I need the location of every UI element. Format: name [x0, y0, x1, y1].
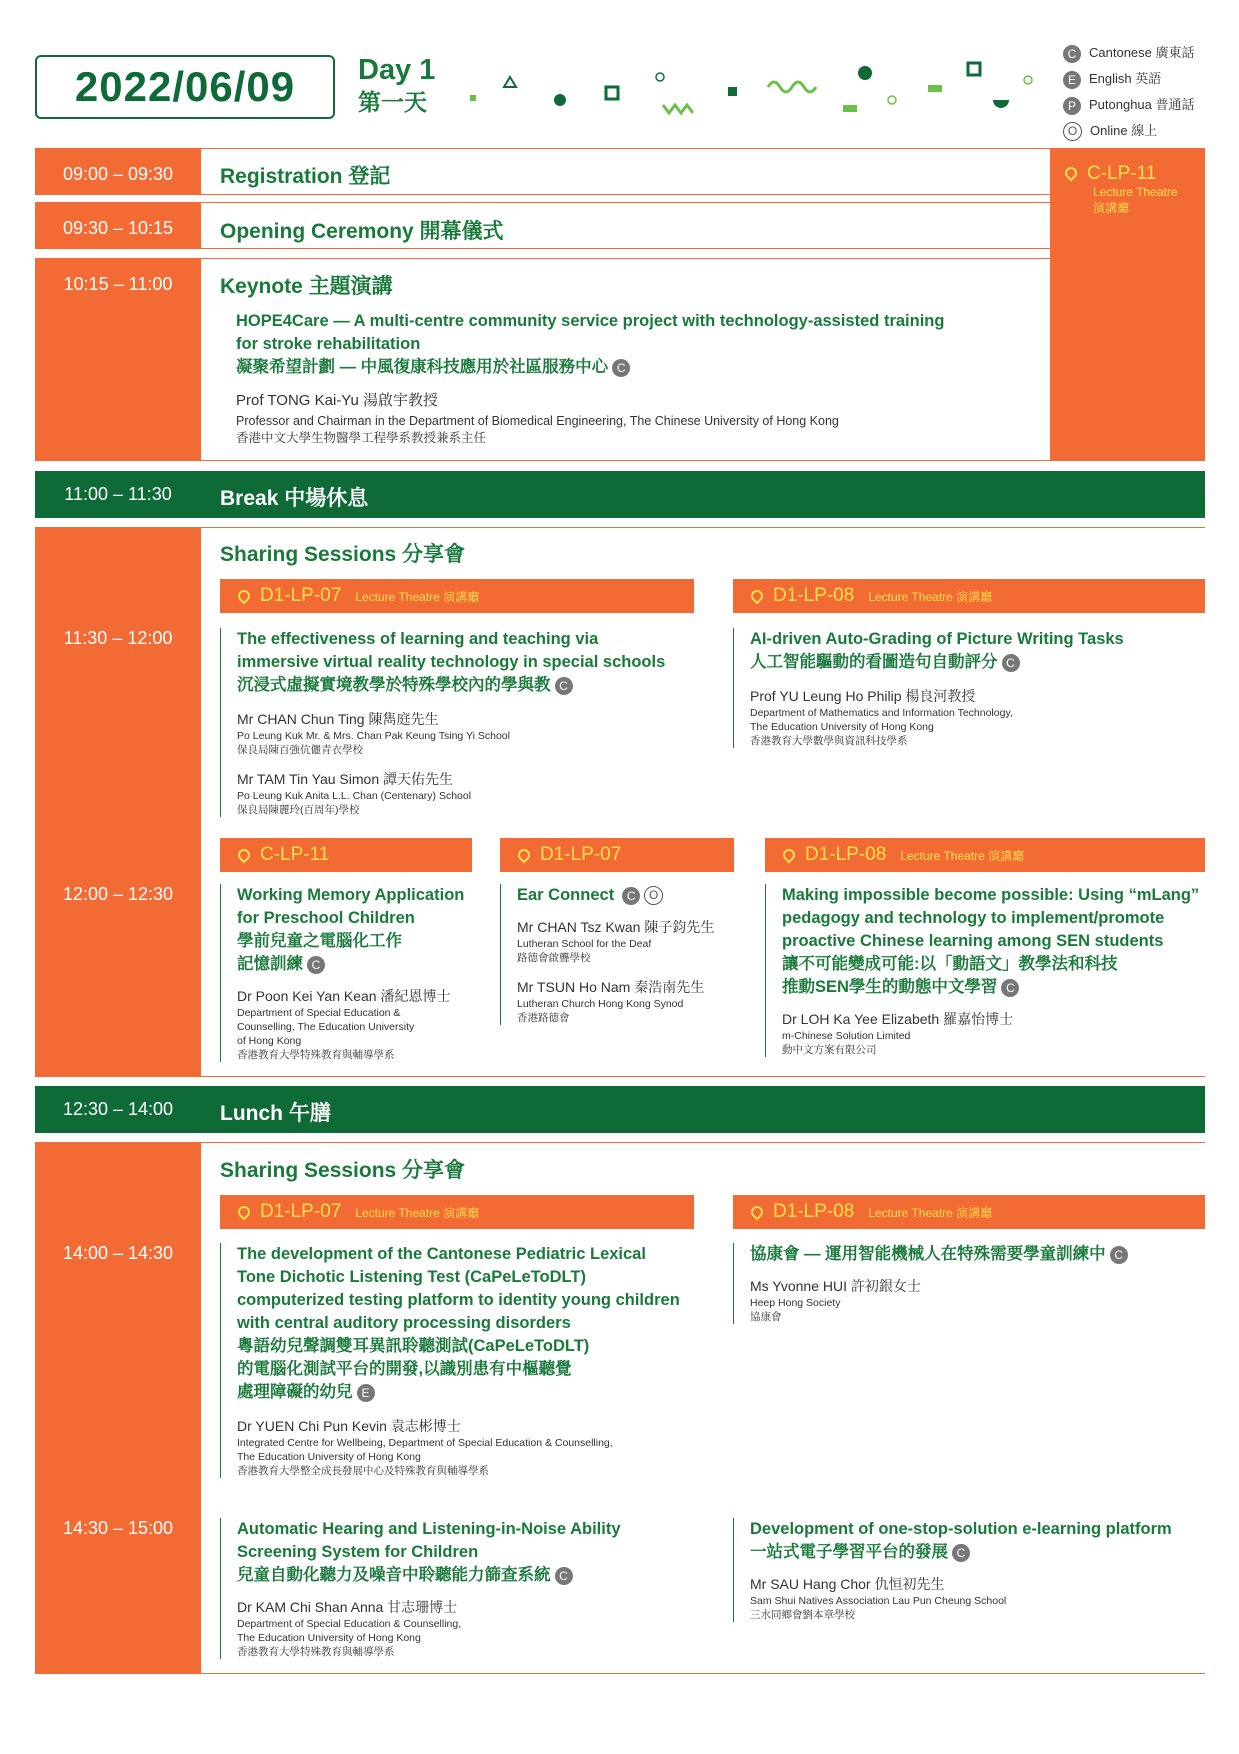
date-box: [35, 55, 335, 119]
session-e-learning: Development of one-stop-solution e-learning platform 一站式電子學習平台的發展 C Mr SAU Hang Chor 仇恒初先生 Sam Shui Natives Association Lau Pun Cheung School 三水同鄉會劉本章學校: [733, 1518, 1220, 1622]
english-icon: E: [1063, 71, 1081, 89]
lunch-time: 12:30 – 14:00: [62, 1099, 174, 1119]
break-row: [35, 471, 1205, 518]
cantonese-icon: C: [612, 359, 630, 377]
time-1430: 14:30 – 15:00: [62, 1518, 174, 1538]
break-title: Break 中場休息: [220, 487, 369, 510]
session-heep-hong: 協康會 — 運用智能機械人在特殊需要學童訓練中 C Ms Yvonne HUI 許初銀女士 Heep Hong Society 協康會: [733, 1243, 1220, 1324]
cantonese-icon: C: [1001, 979, 1019, 997]
cantonese-icon: C: [1063, 45, 1081, 63]
location-pin-icon: [236, 588, 253, 605]
decorative-shapes: [460, 55, 1060, 125]
location-pin-icon: [516, 847, 533, 864]
online-icon: O: [1063, 122, 1082, 141]
english-icon: E: [357, 1384, 375, 1402]
block2-time-column: [35, 1142, 201, 1674]
session-ai-grading: AI-driven Auto-Grading of Picture Writing Tasks 人工智能驅動的看圖造句自動評分 C Prof YU Leung Ho Philip 楊良河教授 Department of Mathematics and Information Technology, The Education University of Hong Kong 香港教育大學數學與資訊科技學系: [733, 628, 1220, 748]
cantonese-icon: C: [555, 1567, 573, 1585]
time-1130: 11:30 – 12:00: [63, 628, 173, 648]
location-pin-icon: [236, 847, 253, 864]
session-ear-connect: Ear Connect C O Mr CHAN Tsz Kwan 陳子鈞先生 Lutheran School for the Deaf 路德會啟聾學校 Mr TSUN Ho Nam 秦浩南先生 Lutheran Church Hong Kong Synod 香港路德會: [500, 884, 751, 1025]
block1-top-line: [201, 527, 1205, 528]
session-vr-learning: The effectiveness of learning and teaching via immersive virtual reality technology in special schools 沉浸式虛擬實境教學於特殊學校內的學與教 C Mr CHAN Chun Ting 陳雋庭先生 Po Leung Kuk Mr. & Mrs. Chan Pak Keung Tsing Yi School 保良局陳百強伉儷青衣學校 Mr TAM Tin Yau Simon 譚天佑先生 Po Leung Kuk Anita L.L. Chan (Centenary) School 保良局陳麗玲(百周年)學校: [220, 628, 717, 817]
time-1400: 14:00 – 14:30: [62, 1243, 174, 1263]
session-hearing-screening: Automatic Hearing and Listening-in-Noise Ability Screening System for Children 兒童自動化聽力及噪音中聆聽能力篩查系統 C Dr KAM Chi Shan Anna 甘志珊博士 Department of Special Education & Counselling, The Education University of Hong Kong 香港教育大學特殊教育與輔導學系: [220, 1518, 727, 1659]
language-legend: [1063, 40, 1195, 144]
block1-heading: Sharing Sessions 分享會: [220, 543, 466, 566]
day-label: [358, 54, 435, 118]
location-pin-icon: [749, 1204, 766, 1221]
cantonese-icon: C: [622, 887, 640, 905]
block2-heading: Sharing Sessions 分享會: [220, 1159, 466, 1182]
venue-bar-d1-lp-07: D1-LP-07 Lecture Theatre 演講廳: [220, 579, 694, 613]
cantonese-icon: C: [1002, 654, 1020, 672]
location-pin-icon: [781, 847, 798, 864]
venue-bar-c-lp-11: C-LP-11: [220, 838, 472, 872]
legend-english: E English 英語: [1063, 66, 1195, 92]
opening-title: Opening Ceremony 開幕儀式: [220, 220, 504, 243]
time-1200: 12:00 – 12:30: [62, 884, 174, 904]
legend-online: O Online 線上: [1063, 118, 1195, 144]
venue-bar-d1-lp-07-c: D1-LP-07 Lecture Theatre 演講廳: [220, 1195, 694, 1229]
venue-bar-d1-lp-08-b: D1-LP-08 Lecture Theatre 演講廳: [765, 838, 1205, 872]
registration-title: Registration 登記: [220, 165, 391, 188]
keynote-heading: Keynote 主題演講: [220, 275, 393, 298]
keynote-session: HOPE4Care — A multi-centre community service project with technology-assisted training for stroke rehabilitation 凝聚希望計劃 — 中風復康科技應用於社區服務中心 C Prof TONG Kai-Yu 湯啟宇教授 Professor and Chairman in the Department of Biomedical Engineering, The Chinese University of Hong Kong 香港中文大學生物醫學工程學系教授兼系主任: [236, 310, 1036, 447]
block2-top-line: [201, 1142, 1205, 1143]
lunch-title: Lunch 午膳: [220, 1102, 331, 1125]
legend-cantonese: C Cantonese 廣東話: [1063, 40, 1195, 66]
time-0930: 09:30 – 10:15: [35, 202, 201, 249]
location-pin-icon: [236, 1204, 253, 1221]
block2-bottom-line: [201, 1673, 1205, 1674]
venue-bar-d1-lp-08: D1-LP-08 Lecture Theatre 演講廳: [733, 579, 1205, 613]
cantonese-icon: C: [555, 677, 573, 695]
date-text: 2022/06/09: [74, 63, 296, 110]
session-mlang: Making impossible become possible: Using “mLang” pedagogy and technology to implement/promote proactive Chinese learning among SEN students 讓不可能變成可能:以「動語文」教學法和科技 推動SEN學生的動態中文學習 C Dr LOH Ka Yee Elizabeth 羅嘉怡博士 m-Chinese Solution Limited 動中文方案有限公司: [765, 884, 1220, 1057]
legend-putonghua: P Putonghua 普通話: [1063, 92, 1195, 118]
day-zh: 第一天: [358, 89, 427, 115]
cantonese-icon: C: [307, 956, 325, 974]
cantonese-icon: C: [1110, 1246, 1128, 1264]
lunch-row: [35, 1086, 1205, 1133]
venue-bar-d1-lp-08-c: D1-LP-08 Lecture Theatre 演講廳: [733, 1195, 1205, 1229]
venue-bar-d1-lp-07-b: D1-LP-07: [500, 838, 734, 872]
location-pin-icon: [1063, 165, 1080, 182]
session-capeletodlt: The development of the Cantonese Pediatric Lexical Tone Dichotic Listening Test (CaPeLeToDLT) computerized testing platform to identity young children with central auditory processing disorders 粵語幼兒聲調雙耳異訊聆聽測試(CaPeLeToDLT) 的電腦化測試平台的開發,以識別患有中樞聽覺 處理障礙的幼兒 E Dr YUEN Chi Pun Kevin 袁志彬博士 Integrated Centre for Wellbeing, Department of Special Education & Counselling, The Education University of Hong Kong 香港教育大學整全成長發展中心及特殊教育與輔導學系: [220, 1243, 727, 1478]
morning-venue: C-LP-11 Lecture Theatre 演講廳: [1065, 163, 1178, 216]
time-1015: 10:15 – 11:00: [35, 258, 201, 461]
block1-bottom-line: [201, 1076, 1205, 1077]
time-0900: 09:00 – 09:30: [35, 148, 201, 195]
block1-time-column: [35, 527, 201, 1077]
putonghua-icon: P: [1063, 97, 1081, 115]
cantonese-icon: C: [952, 1544, 970, 1562]
location-pin-icon: [749, 588, 766, 605]
day-en: Day 1: [358, 54, 436, 86]
keynote-speaker: Prof TONG Kai-Yu 湯啟宇教授: [236, 392, 438, 409]
session-working-memory: Working Memory Application for Preschool Children 學前兒童之電腦化工作 記憶訓練 C Dr Poon Kei Yan Kean 潘紀恩博士 Department of Special Education & Counselling, The Education University of Hong Kong 香港教育大學特殊教育與輔導學系: [220, 884, 489, 1062]
break-time: 11:00 – 11:30: [64, 484, 172, 504]
online-icon: O: [644, 886, 663, 905]
